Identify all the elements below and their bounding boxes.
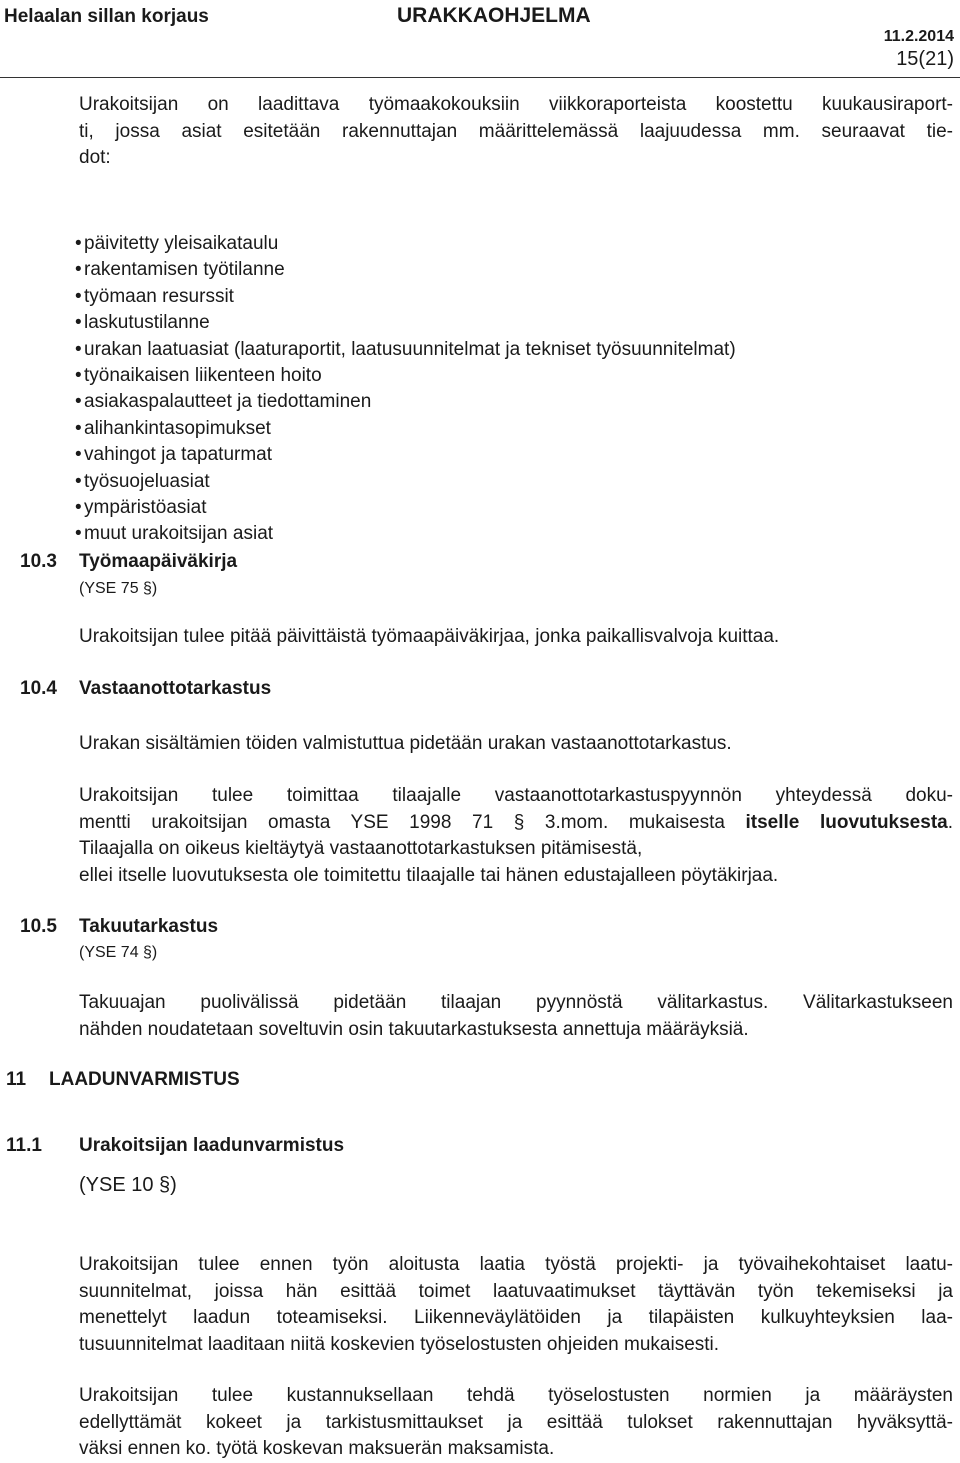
- list-item-text: alihankintasopimukset: [84, 417, 271, 439]
- list-item: [75, 442, 736, 468]
- header-divider: [0, 77, 960, 78]
- intro-paragraph: [79, 92, 953, 172]
- emphasis-text: itselle luovutuksesta: [745, 811, 948, 833]
- chapter-number: 11: [6, 1069, 27, 1090]
- list-item: [75, 469, 736, 495]
- paragraph-line: menettelyt laadun toteamiseksi. Liikenneväylätöiden ja tilapäisten kulkuyhteyksien laa-: [79, 1307, 953, 1328]
- intro-line: dot:: [79, 147, 111, 168]
- list-item-text: urakan laatuasiat (laaturaportit, laatusuunnitelmat ja tekniset työsuunnitelmat): [84, 338, 736, 360]
- list-item: [75, 495, 736, 521]
- list-item-text: työsuojeluasiat: [84, 470, 210, 492]
- paragraph-line: väksi ennen ko. työtä koskevan maksuerän maksamista.: [79, 1438, 555, 1459]
- list-item: [75, 231, 736, 257]
- paragraph: [79, 783, 953, 889]
- yse-reference: (YSE 75 §): [79, 580, 158, 597]
- paragraph-line: nähden noudatetaan soveltuvin osin takuutarkastuksesta annettuja määräyksiä.: [79, 1018, 749, 1040]
- bullet-icon: •: [75, 444, 82, 466]
- yse-reference: (YSE 10 §): [79, 1174, 177, 1196]
- paragraph-line: Tilaajalla on oikeus kieltäytyä vastaanottotarkastuksen pitämisestä,: [79, 838, 643, 859]
- section-title: Takuutarkastus: [79, 916, 219, 937]
- bullet-icon: •: [75, 285, 82, 307]
- bullet-icon: •: [75, 497, 82, 519]
- intro-line: ti, jossa asiat esitetään rakennuttajan määrittelemässä laajuudessa mm. seuraavat tie-: [79, 120, 953, 142]
- project-name: Helaalan sillan korjaus: [4, 6, 209, 27]
- paragraph-line: tusuunnitelmat laaditaan niitä koskevien työselostusten ohjeiden mukaisesti.: [79, 1333, 720, 1355]
- text-run: .: [947, 811, 953, 833]
- list-item: [75, 416, 736, 442]
- section-number: 10.3: [20, 551, 57, 572]
- paragraph-line: edellyttämät kokeet ja tarkistusmittaukset ja esittää tulokset rakennuttajan hyväksyttä-: [79, 1411, 953, 1433]
- page-number: 15(21): [896, 48, 954, 70]
- list-item: [75, 363, 736, 389]
- list-item: [75, 284, 736, 310]
- list-item-text: muut urakoitsijan asiat: [84, 523, 274, 545]
- list-item: [75, 310, 736, 336]
- list-item: [75, 389, 736, 415]
- intro-line: Urakoitsijan on laadittava työmaakokouksiin viikkoraporteista koostettu kuukausiraport-: [79, 94, 953, 115]
- paragraph-line: Urakoitsijan tulee ennen työn aloitusta laatia työstä projekti- ja työvaihekohtaiset laatu-: [79, 1254, 953, 1275]
- bullet-icon: •: [75, 338, 82, 360]
- paragraph: Urakoitsijan tulee pitää päivittäistä työmaapäiväkirjaa, jonka paikallisvalvoja kuittaa.: [79, 626, 780, 647]
- paragraph-line: Takuuajan puolivälissä pidetään tilaajan pyynnöstä välitarkastus. Välitarkastukseen: [79, 992, 953, 1013]
- bullet-icon: •: [75, 259, 82, 281]
- bullet-icon: •: [75, 233, 82, 254]
- document-title: URAKKAOHJELMA: [397, 4, 591, 27]
- report-items-list: [75, 231, 736, 548]
- list-item-text: ympäristöasiat: [84, 497, 207, 519]
- section-number: 11.1: [6, 1135, 42, 1156]
- page-header: [0, 0, 960, 80]
- paragraph: Urakan sisältämien töiden valmistuttua pidetään urakan vastaanottotarkastus.: [79, 733, 732, 754]
- list-item-text: työnaikaisen liikenteen hoito: [84, 365, 322, 387]
- list-item-text: laskutustilanne: [84, 312, 210, 334]
- list-item-text: vahingot ja tapaturmat: [84, 444, 273, 466]
- bullet-icon: •: [75, 470, 82, 492]
- list-item: [75, 337, 736, 363]
- bullet-icon: •: [75, 312, 82, 334]
- bullet-icon: •: [75, 365, 82, 387]
- list-item-text: päivitetty yleisaikataulu: [84, 233, 279, 254]
- section-title: Urakoitsijan laadunvarmistus: [79, 1135, 345, 1156]
- text-run: mentti urakoitsijan omasta YSE 1998 71 § 3.mom. mukaisesta: [79, 811, 746, 833]
- section-number: 10.4: [20, 678, 57, 699]
- bullet-icon: •: [75, 417, 82, 439]
- paragraph: [79, 1383, 953, 1463]
- bullet-icon: •: [75, 523, 82, 545]
- section-title: Työmaapäiväkirja: [79, 551, 238, 572]
- list-item: [75, 521, 736, 547]
- paragraph-line: Urakoitsijan tulee kustannuksellaan tehdä työselostusten normien ja määräysten: [79, 1385, 953, 1406]
- document-date: 11.2.2014: [883, 28, 954, 45]
- section-number: 10.5: [20, 916, 57, 937]
- paragraph: [79, 1252, 953, 1358]
- chapter-title: LAADUNVARMISTUS: [49, 1069, 240, 1090]
- paragraph-line: ellei itselle luovutuksesta ole toimitettu tilaajalle tai hänen edustajalleen pöytäkirjaa.: [79, 864, 779, 886]
- list-item-text: rakentamisen työtilanne: [84, 259, 285, 281]
- list-item-text: asiakaspalautteet ja tiedottaminen: [84, 391, 372, 413]
- bullet-icon: •: [75, 391, 82, 413]
- paragraph: [79, 990, 953, 1043]
- section-title: Vastaanottotarkastus: [79, 678, 272, 699]
- paragraph-line: [79, 810, 953, 837]
- list-item: [75, 257, 736, 283]
- yse-reference: (YSE 74 §): [79, 944, 158, 961]
- list-item-text: työmaan resurssit: [84, 285, 234, 307]
- paragraph-line: suunnitelmat, joissa hän esittää toimet laatuvaatimukset täyttävän työn tekemiseksi ja: [79, 1280, 953, 1302]
- paragraph-line: Urakoitsijan tulee toimittaa tilaajalle vastaanottotarkastuspyynnön yhteydessä doku-: [79, 785, 953, 806]
